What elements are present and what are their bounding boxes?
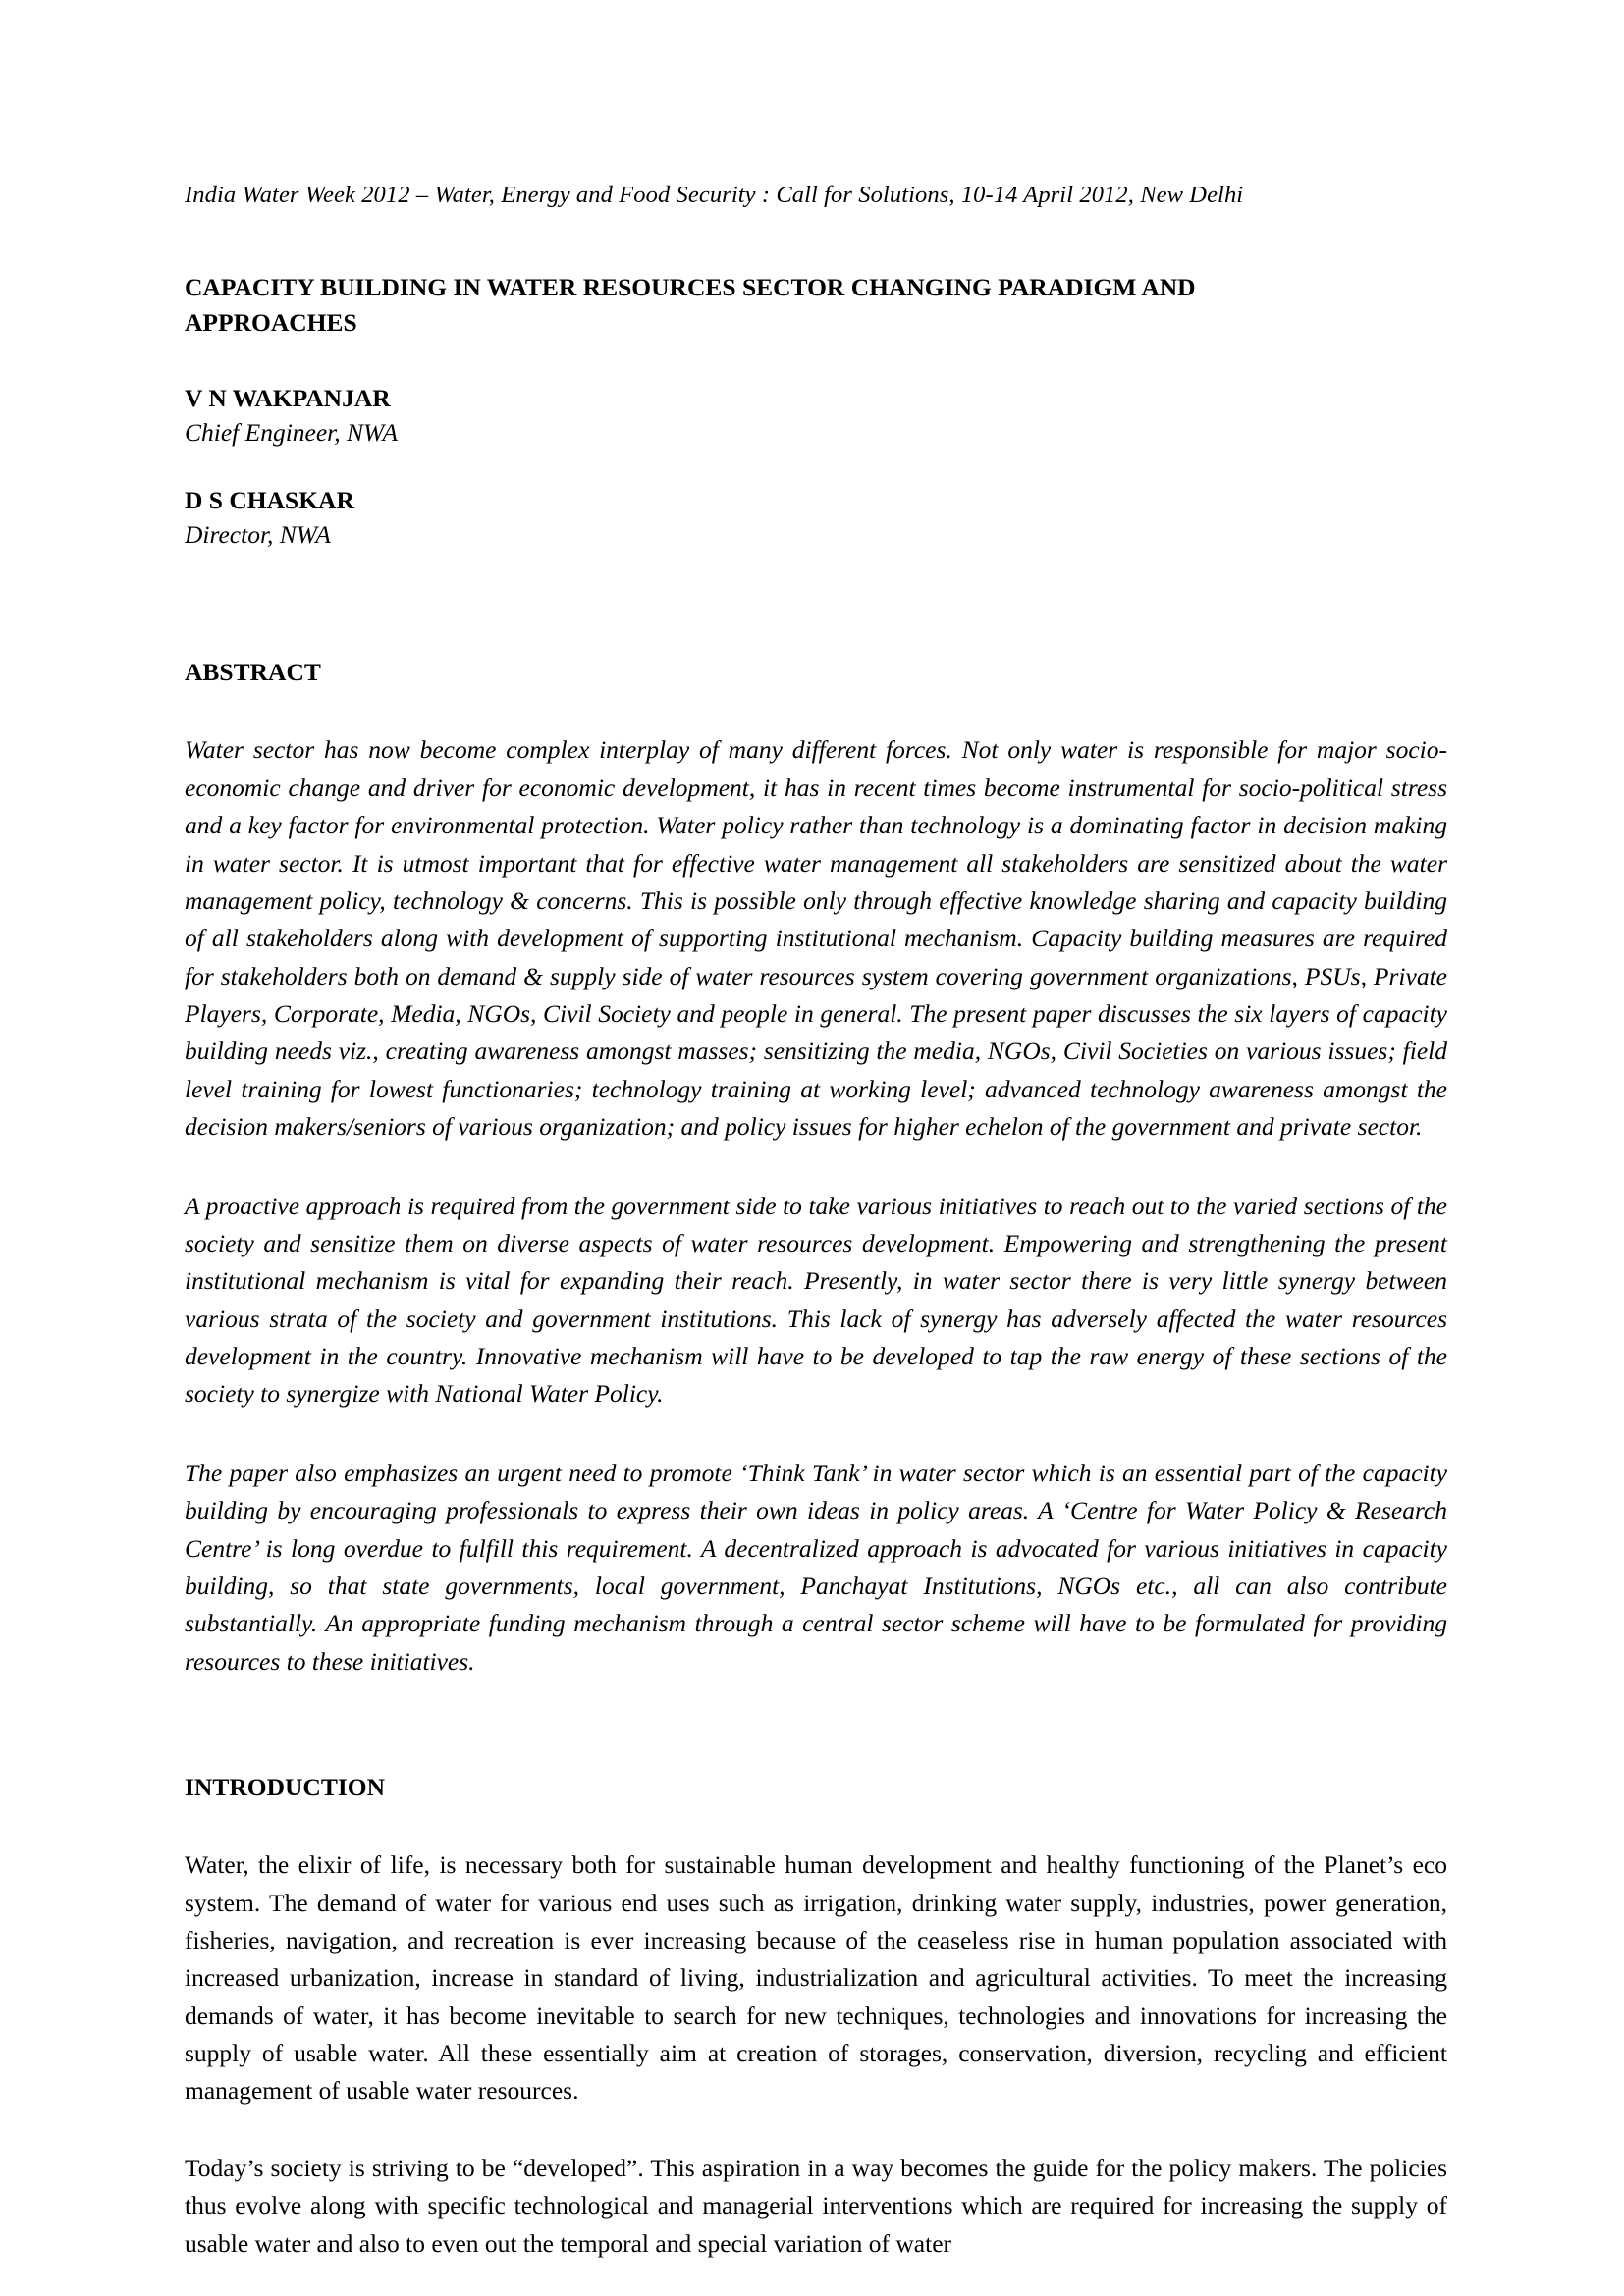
abstract-paragraph: The paper also emphasizes an urgent need to promote ‘Think Tank’ in water sector which is an essential part of the capacity building by encouraging professionals to express their own ideas in policy areas. A ‘Centre for Water Policy & Research Centre’ is long overdue to fulfill this requirement. A decentralized approach is advocated for various initiatives in capacity building, so that state governments, local government, Panchayat Institutions, NGOs etc., all can also contribute substantially. An appropriate funding mechanism through a central sector scheme will have to be formulated for providing resources to these initiatives. [185,1458,1447,1676]
author-block-2 [185,483,1447,552]
introduction-body [185,1846,1447,2263]
author-block-1 [185,381,1447,450]
spacer [185,585,1447,656]
author-affiliation: Chief Engineer, NWA [185,417,399,447]
abstract-paragraph: Water sector has now become complex interplay of many different forces. Not only water is responsible for major socio-economic change and driver for economic development, it has in recent times become instrumental for socio-political stress and a key factor for environmental protection. Water policy rather than technology is a dominating factor in decision making in water sector. It is utmost important that for effective water management all stakeholders are sensitized about the water management policy, technology & concerns. This is possible only through effective knowledge sharing and capacity building of all stakeholders along with development of supporting institutional mechanism. Capacity building measures are required for stakeholders both on demand & supply side of water resources system covering government organizations, PSUs, Private Players, Corporate, Media, NGOs, Civil Society and people in general. The present paper discusses the six layers of capacity building needs viz., creating awareness amongst masses; sensitizing the media, NGOs, Civil Societies on various issues; field level training for lowest functionaries; technology training at working level; advanced technology awareness amongst the decision makers/seniors of various organization; and policy issues for higher echelon of the government and private sector. [185,735,1447,1142]
abstract-body [185,731,1447,1681]
abstract-paragraph: A proactive approach is required from the government side to take various initiatives to reach out to the varied sections of the society and sensitize them on diverse aspects of water resources development. Empowering and strengthening the present institutional mechanism is vital for expanding their reach. Presently, in water sector there is very little synergy between various strata of the society and government institutions. This lack of synergy has adversely affected the water resources development in the country. Innovative mechanism will have to be developed to tap the raw energy of these sections of the society to synergize with National Water Policy. [185,1191,1447,1409]
introduction-paragraph: Water, the elixir of life, is necessary both for sustainable human development and healthy functioning of the Planet’s eco system. The demand of water for various end uses such as irrigation, drinking water supply, industries, power generation, fisheries, navigation, and recreation is ever increasing because of the ceaseless rise in human population associated with increased urbanization, increase in standard of living, industrialization and agricultural activities. To meet the increasing demands of water, it has become inevitable to search for new techniques, technologies and innovations for increasing the supply of usable water. All these essentially aim at creation of storages, conservation, diversion, recycling and efficient management of usable water resources. [185,1850,1447,2106]
author-name: V N WAKPANJAR [185,383,391,412]
page-title: CAPACITY BUILDING IN WATER RESOURCES SECTOR CHANGING PARADIGM AND APPROACHES [185,273,1196,338]
running-head: India Water Week 2012 – Water, Energy and Food Security : Call for Solutions, 10-14 April 2012, New Delhi [185,182,1244,208]
abstract-heading: ABSTRACT [185,658,321,687]
introduction-paragraph: Today’s society is striving to be “developed”. This aspiration in a way becomes the guide for the policy makers. The policies thus evolve along with specific technological and managerial interventions which are required for increasing the supply of usable water and also to even out the temporal and special variation of water [185,2153,1447,2258]
author-affiliation: Director, NWA [185,520,331,550]
introduction-heading: INTRODUCTION [185,1773,386,1802]
spacer [185,1722,1447,1771]
author-name: D S CHASKAR [185,485,354,514]
